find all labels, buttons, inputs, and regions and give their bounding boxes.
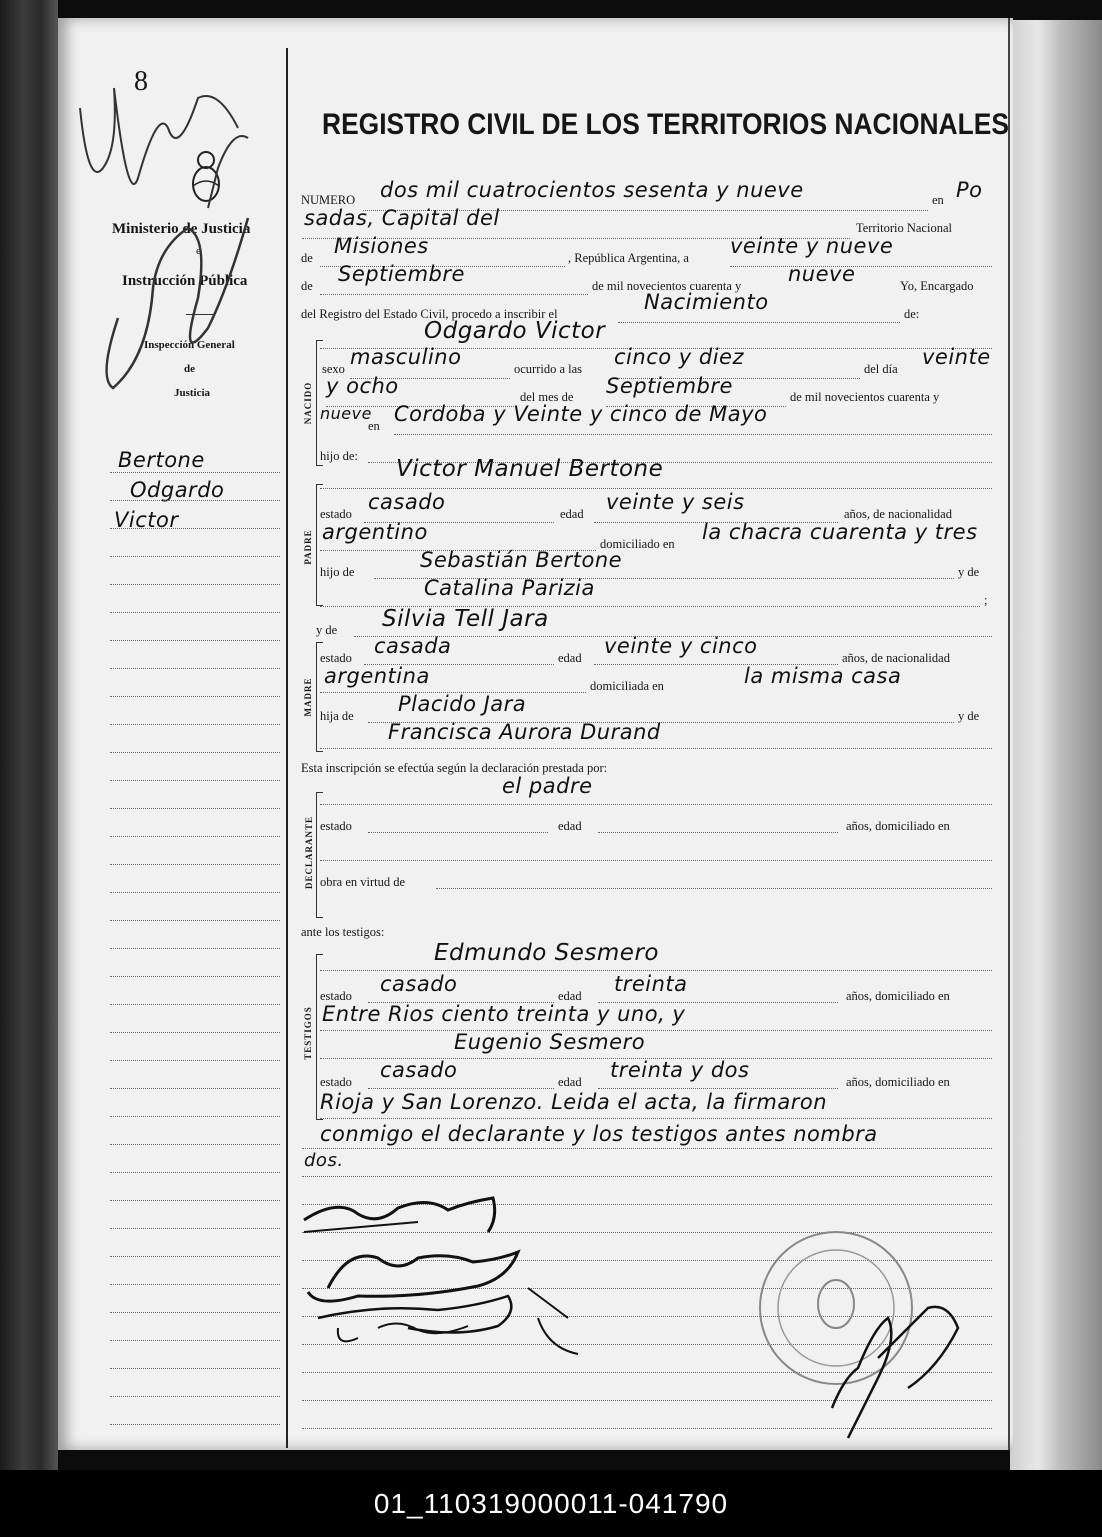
label-estado-d: estado: [320, 819, 352, 833]
official-seal-and-signature: [748, 1218, 968, 1448]
label-declarante: DECLARANTE: [304, 815, 314, 889]
hand-cierre1: conmigo el declarante y los testigos antes nombra: [320, 1122, 878, 1146]
margin-rule: [110, 1368, 280, 1369]
label-anos-dom-t1: años, domiciliado en: [846, 989, 950, 1003]
hand-t2-estado: casado: [380, 1058, 458, 1082]
label-territorio: Territorio Nacional: [856, 221, 952, 235]
rule: [320, 860, 992, 861]
label-y-de-m: y de: [958, 709, 980, 723]
hand-dia-a: veinte: [922, 345, 991, 369]
rule: [320, 294, 588, 295]
margin-rule: [110, 1312, 280, 1313]
label-nac-p: años, de nacionalidad: [844, 507, 952, 521]
margin-rule: [110, 668, 280, 669]
rule: [598, 1088, 838, 1089]
hand-padre-nac: argentino: [322, 520, 428, 544]
label-padre: PADRE: [303, 529, 313, 565]
label-edad-d: edad: [558, 819, 582, 833]
label-sexo: sexo: [322, 362, 345, 376]
hand-fecha-mes: Septiembre: [338, 262, 465, 286]
margin-rule: [110, 836, 280, 837]
rule: [302, 1176, 992, 1177]
label-hija-de: hija de: [320, 709, 354, 723]
register-page: [58, 18, 1013, 1450]
label-en2: en: [368, 419, 380, 433]
label-inscripcion: Esta inscripción se efectúa según la declaración prestada por:: [301, 761, 608, 775]
hand-padre-estado: casado: [368, 490, 446, 514]
rule: [598, 832, 838, 833]
label-edad-t1: edad: [558, 989, 582, 1003]
margin-rule: [110, 1060, 280, 1061]
page-number: 8: [134, 66, 148, 97]
margin-rule: [110, 976, 280, 977]
rule: [436, 888, 992, 889]
margin-rule: [110, 528, 280, 529]
margin-rule: [110, 1004, 280, 1005]
hand-padre: Victor Manuel Bertone: [396, 456, 664, 482]
rule: [368, 832, 548, 833]
page-stack-edge: [1010, 20, 1102, 1470]
margin-rule: [110, 612, 280, 613]
hand-abuelo-p: Sebastián Bertone: [420, 548, 623, 572]
margin-divider: [286, 48, 288, 1448]
nacido-bracket: [316, 340, 323, 466]
hand-madre: Silvia Tell Jara: [382, 606, 549, 632]
label-edad-m: edad: [558, 651, 582, 665]
hand-t1-estado: casado: [380, 972, 458, 996]
hand-madre-edad: veinte y cinco: [604, 634, 758, 658]
margin-rule: [110, 1088, 280, 1089]
page-title: REGISTRO CIVIL DE LOS TERRITORIOS NACIONALES: [322, 108, 1009, 141]
margin-rule: [110, 1228, 280, 1229]
hand-abuelo-m: Placido Jara: [398, 692, 527, 716]
label-edad-p: edad: [560, 507, 584, 521]
rule: [320, 748, 992, 749]
rule: [320, 970, 992, 971]
margin-name1: Odgardo: [130, 478, 225, 502]
margin-rule: [110, 1116, 280, 1117]
hand-madre-estado: casada: [374, 634, 452, 658]
label-estado-t1: estado: [320, 989, 352, 1003]
margin-rule: [110, 556, 280, 557]
hand-t1-edad: treinta: [614, 972, 688, 996]
margin-rule: [110, 808, 280, 809]
label-ocurrido: ocurrido a las: [514, 362, 583, 376]
hand-territorio: Misiones: [334, 234, 429, 258]
margin-rule: [110, 864, 280, 865]
margin-rule: [110, 1172, 280, 1173]
ministry-line3: Instrucción Pública: [122, 273, 248, 289]
margin-rule: [110, 500, 280, 501]
label-y-de-madre: y de: [316, 623, 338, 637]
margin-rule: [110, 780, 280, 781]
label-hijo-de2: hijo de: [320, 565, 355, 579]
margin-surname: Bertone: [118, 448, 205, 472]
book-spine: [0, 0, 58, 1470]
rule: [394, 434, 992, 435]
hand-en: Po: [956, 178, 983, 202]
label-numero: NUMERO: [301, 193, 356, 207]
label-semicolon: ;: [984, 593, 988, 607]
hand-abuela-m: Francisca Aurora Durand: [388, 720, 661, 744]
rule: [368, 1088, 554, 1089]
label-republica: , República Argentina, a: [568, 251, 689, 265]
hand-lugar-nac: Cordoba y Veinte y cinco de Mayo: [394, 402, 768, 426]
hand-t2-dom: Rioja y San Lorenzo. Leida el acta, la firmaron: [320, 1090, 828, 1114]
margin-name2: Victor: [114, 508, 179, 532]
rule: [618, 322, 900, 323]
label-yo: Yo, Encargado: [900, 279, 974, 293]
margin-rule: [110, 472, 280, 473]
witness-signatures: [298, 1178, 598, 1358]
label-ante: ante los testigos:: [301, 925, 385, 939]
label-del-mes: del mes de: [520, 390, 574, 404]
label-hijo-de: hijo de:: [320, 449, 358, 463]
label-y-de-p: y de: [958, 565, 980, 579]
inspection-line3: Justicia: [174, 387, 211, 399]
label-estado-t2: estado: [320, 1075, 352, 1089]
declarante-bracket: [316, 792, 323, 918]
hand-nombre: Odgardo Victor: [424, 318, 606, 344]
hand-mes: Septiembre: [606, 374, 733, 398]
hand-sexo: masculino: [350, 345, 462, 369]
hand-dia-b: y ocho: [326, 374, 399, 398]
label-dom-p: domiciliado en: [600, 537, 675, 551]
hand-acto: Nacimiento: [644, 290, 769, 314]
label-anos-dom-d: años, domiciliado en: [846, 819, 950, 833]
hand-fecha-dia: veinte y nueve: [730, 234, 894, 258]
label-registro: del Registro del Estado Civil, procedo a inscribir el: [301, 307, 558, 321]
ministry-line2: e: [196, 245, 201, 257]
margin-rule: [110, 752, 280, 753]
label-edad-t2: edad: [558, 1075, 582, 1089]
margin-rule: [110, 948, 280, 949]
hand-testigo2: Eugenio Sesmero: [454, 1030, 646, 1054]
hand-hora: cinco y diez: [614, 345, 744, 369]
rule: [730, 266, 992, 267]
margin-rule: [110, 1200, 280, 1201]
rule: [320, 1118, 992, 1119]
label-anos-dom-t2: años, domiciliado en: [846, 1075, 950, 1089]
margin-rule: [110, 724, 280, 725]
rule: [320, 488, 992, 489]
hand-madre-dom: la misma casa: [744, 664, 902, 688]
label-nacido: NACIDO: [303, 381, 313, 425]
margin-rule: [110, 640, 280, 641]
margin-rule: [110, 920, 280, 921]
label-del-dia: del día: [864, 362, 898, 376]
rule: [302, 1148, 992, 1149]
margin-rule: [110, 1396, 280, 1397]
hand-madre-nac: argentina: [324, 664, 430, 688]
label-en: en: [932, 193, 944, 207]
margin-rule: [110, 696, 280, 697]
label-dom-m: domiciliada en: [590, 679, 664, 693]
page-right-border: [1008, 18, 1010, 1450]
label-nac-m: años, de nacionalidad: [842, 651, 950, 665]
label-estado-p: estado: [320, 507, 352, 521]
margin-rule: [110, 1256, 280, 1257]
rule: [320, 1030, 992, 1031]
margin-rule: [110, 1424, 280, 1425]
hand-declarante: el padre: [502, 774, 593, 798]
label-de2: de: [301, 279, 313, 293]
rule: [320, 804, 992, 805]
label-obra: obra en virtud de: [320, 875, 406, 889]
hand-abuela-p: Catalina Parizia: [424, 576, 595, 600]
label-madre: MADRE: [303, 677, 313, 717]
image-id-caption: 01_110319000011-041790: [0, 1470, 1102, 1537]
hand-testigo1: Edmundo Sesmero: [434, 940, 659, 966]
hand-ano2: nueve: [320, 404, 372, 423]
hand-lugar: sadas, Capital del: [304, 206, 500, 230]
label-estado-m: estado: [320, 651, 352, 665]
hand-t1-dom: Entre Rios ciento treinta y uno, y: [322, 1002, 686, 1026]
hand-t2-edad: treinta y dos: [610, 1058, 750, 1082]
label-de-mil2: de mil novecientos cuarenta y: [790, 390, 940, 404]
ministry-line1: Ministerio de Justicia: [112, 221, 251, 237]
label-de-colon: de:: [904, 307, 920, 321]
margin-rule: [110, 584, 280, 585]
hand-ano: nueve: [788, 262, 856, 286]
padre-bracket: [316, 484, 323, 606]
hand-padre-edad: veinte y seis: [606, 490, 745, 514]
hand-numero: dos mil cuatrocientos sesenta y nueve: [380, 178, 804, 202]
margin-rule: [110, 892, 280, 893]
margin-signature: [58, 68, 278, 398]
margin-rule: [110, 1340, 280, 1341]
margin-rule: [110, 1144, 280, 1145]
hand-cierre2: dos.: [304, 1150, 344, 1171]
label-de: de: [301, 251, 313, 265]
inspection-line1: Inspección General: [144, 339, 235, 351]
inspection-line2: de: [184, 363, 195, 375]
margin-rule: [110, 1284, 280, 1285]
label-de-mil: de mil novecientos cuarenta y: [592, 279, 742, 293]
label-testigos: TESTIGOS: [303, 1006, 313, 1060]
margin-rule: [110, 1032, 280, 1033]
hand-padre-dom: la chacra cuarenta y tres: [702, 520, 978, 544]
